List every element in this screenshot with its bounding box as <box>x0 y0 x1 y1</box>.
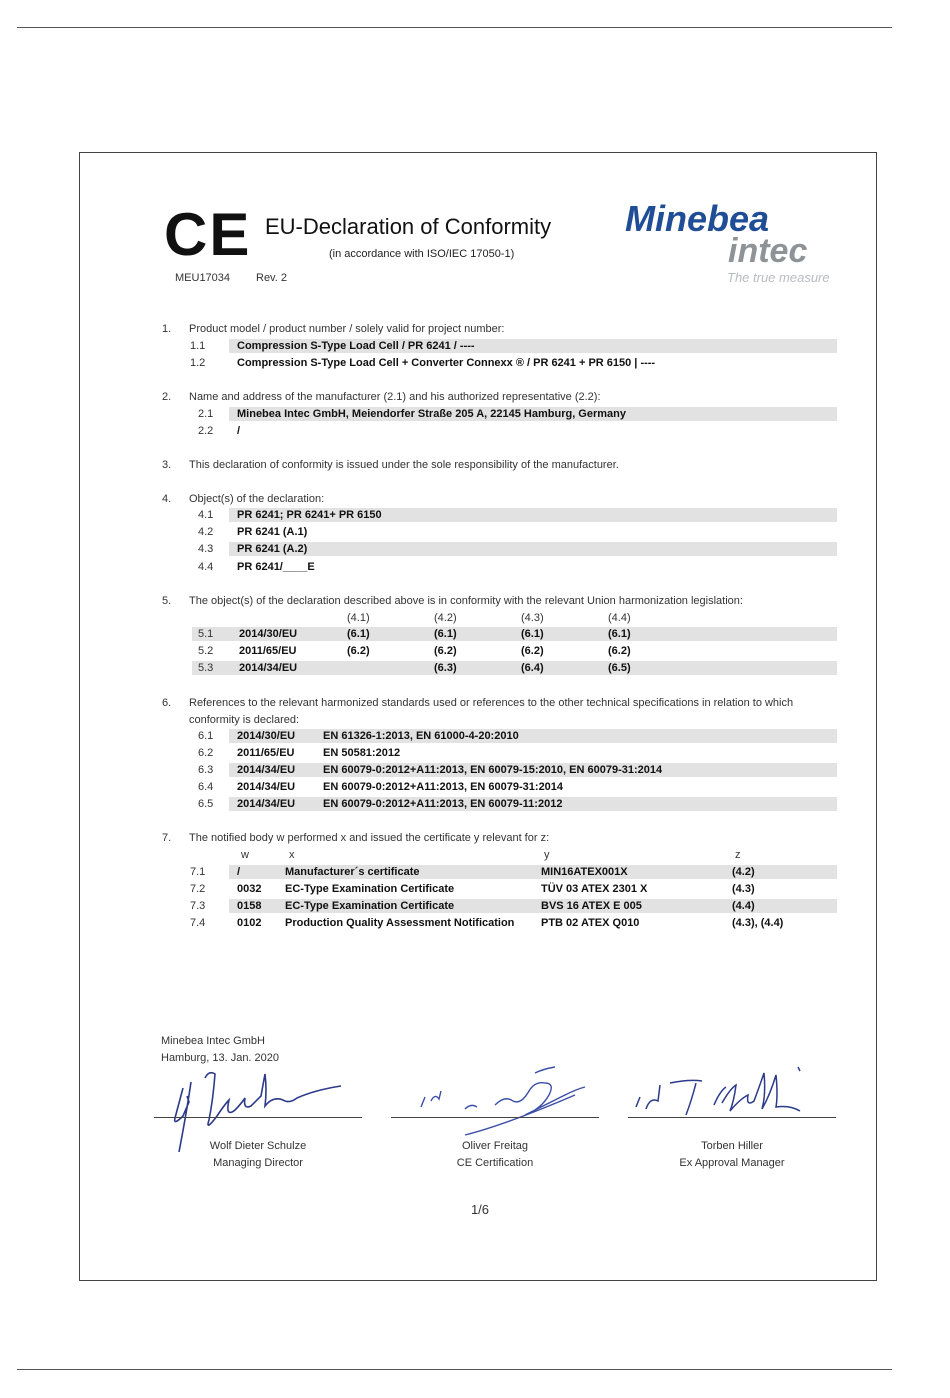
item-number: 1.1 <box>190 340 206 352</box>
row-shade <box>229 542 837 556</box>
certificate: MIN16ATEX001X <box>541 866 628 878</box>
section-5-text: The object(s) of the declaration described above is in conformity with the relevant Union harmonization legislation: <box>189 595 743 607</box>
column-header-z: z <box>735 849 741 861</box>
section-5-number: 5. <box>162 595 172 607</box>
item-number: 4.2 <box>198 526 214 538</box>
object-4-2: PR 6241 (A.1) <box>237 526 308 538</box>
signatory-name: Torben Hiller <box>701 1140 763 1152</box>
signatory-role: Managing Director <box>213 1157 303 1169</box>
signature-freitag <box>405 1065 605 1145</box>
document-title: EU-Declaration of Conformity <box>265 214 552 239</box>
top-rule <box>17 27 892 28</box>
column-header-x: x <box>289 849 295 861</box>
notified-body: / <box>237 866 241 878</box>
section-2-number: 2. <box>162 391 172 403</box>
column-header: (4.4) <box>608 612 631 624</box>
cell: (6.2) <box>347 645 370 657</box>
row-number: 7.3 <box>190 900 206 912</box>
signature-line <box>391 1117 599 1118</box>
cell: (6.3) <box>434 662 457 674</box>
cell: (6.4) <box>521 662 544 674</box>
signature-hiller <box>630 1065 820 1125</box>
row-number: 7.1 <box>190 866 206 878</box>
row-number: 6.4 <box>198 781 214 793</box>
signatory-role: CE Certification <box>456 1157 534 1169</box>
minebea-logo: Minebea <box>625 198 770 239</box>
object-4-4: PR 6241/____E <box>237 561 315 573</box>
section-3-number: 3. <box>162 459 172 471</box>
page-number: 1/6 <box>470 1202 490 1217</box>
cell: (6.1) <box>434 628 457 640</box>
object-4-3: PR 6241 (A.2) <box>237 543 308 555</box>
section-6-text-cont: conformity is declared: <box>189 714 300 726</box>
row-number: 5.1 <box>198 628 214 640</box>
item-number: 2.2 <box>198 425 214 437</box>
item-number: 1.2 <box>190 357 206 369</box>
row-number: 6.3 <box>198 764 214 776</box>
column-header-y: y <box>544 849 550 861</box>
signature-line <box>154 1117 362 1118</box>
section-3-text: This declaration of conformity is issued under the sole responsibility of the manufacturer. <box>189 459 619 471</box>
signatory-name: Wolf Dieter Schulze <box>209 1140 307 1152</box>
section-4-number: 4. <box>162 493 172 505</box>
signatory-role: Ex Approval Manager <box>679 1157 785 1169</box>
ce-mark: CE <box>164 201 252 268</box>
standards: EN 60079-0:2012+A11:2013, EN 60079-15:2010, EN 60079-31:2014 <box>323 764 663 776</box>
item-number: 2.1 <box>198 408 214 420</box>
directive: 2014/34/EU <box>237 781 296 793</box>
column-header: (4.2) <box>434 612 457 624</box>
bottom-rule <box>17 1369 892 1370</box>
procedure: Manufacturer´s certificate <box>285 866 420 878</box>
signature-line <box>628 1117 836 1118</box>
cell: (6.5) <box>608 662 631 674</box>
notified-body: 0032 <box>237 883 262 895</box>
procedure: Production Quality Assessment Notification <box>285 917 515 929</box>
signatory-name: Oliver Freitag <box>461 1140 529 1152</box>
cell: (6.1) <box>347 628 370 640</box>
company-name: Minebea Intec GmbH <box>161 1035 265 1047</box>
row-number: 6.2 <box>198 747 214 759</box>
row-number: 6.5 <box>198 798 214 810</box>
cell: (6.2) <box>521 645 544 657</box>
document-id: MEU17034 <box>175 272 231 284</box>
procedure: EC-Type Examination Certificate <box>285 883 455 895</box>
section-6-text: References to the relevant harmonized standards used or references to the other technical specifications in relation to which <box>189 697 794 709</box>
section-2-text: Name and address of the manufacturer (2.1) and his authorized representative (2.2): <box>189 391 601 403</box>
directive: 2011/65/EU <box>239 645 297 657</box>
cell: (6.2) <box>434 645 457 657</box>
certificate: PTB 02 ATEX Q010 <box>541 917 640 929</box>
intec-logo: intec <box>728 232 808 270</box>
cell: (6.1) <box>521 628 544 640</box>
logo-tagline: The true measure <box>727 270 830 285</box>
object-4-1: PR 6241; PR 6241+ PR 6150 <box>237 509 382 521</box>
directive: 2014/34/EU <box>237 764 296 776</box>
section-6-number: 6. <box>162 697 172 709</box>
item-number: 4.1 <box>198 509 214 521</box>
revision: Rev. 2 <box>256 272 287 284</box>
column-header: (4.1) <box>347 612 370 624</box>
standards: EN 60079-0:2012+A11:2013, EN 60079-11:2012 <box>323 798 563 810</box>
authorized-representative: / <box>237 425 241 437</box>
certificate: BVS 16 ATEX E 005 <box>541 900 642 912</box>
relevant-for: (4.2) <box>732 866 755 878</box>
section-7-text: The notified body w performed x and issued the certificate y relevant for z: <box>189 832 550 844</box>
item-number: 4.4 <box>198 561 214 573</box>
standards: EN 60079-0:2012+A11:2013, EN 60079-31:2014 <box>323 781 564 793</box>
section-7-number: 7. <box>162 832 172 844</box>
document-subtitle: (in accordance with ISO/IEC 17050-1) <box>329 248 515 260</box>
row-shade <box>229 729 837 743</box>
row-number: 6.1 <box>198 730 214 742</box>
standards: EN 61326-1:2013, EN 61000-4-20:2010 <box>323 730 519 742</box>
cell: (6.2) <box>608 645 631 657</box>
row-number: 5.3 <box>198 662 214 674</box>
procedure: EC-Type Examination Certificate <box>285 900 455 912</box>
standards: EN 50581:2012 <box>323 747 401 759</box>
notified-body: 0102 <box>237 917 262 929</box>
relevant-for: (4.3), (4.4) <box>732 917 784 929</box>
certificate: TÜV 03 ATEX 2301 X <box>541 883 648 895</box>
directive: 2014/30/EU <box>239 628 298 640</box>
directive: 2011/65/EU <box>237 747 295 759</box>
item-1-2: Compression S-Type Load Cell + Converter Connexx ® / PR 6241 + PR 6150 | ---- <box>237 357 656 369</box>
directive: 2014/34/EU <box>239 662 298 674</box>
directive: 2014/34/EU <box>237 798 296 810</box>
section-1-number: 1. <box>162 323 172 335</box>
section-1-text: Product model / product number / solely valid for project number: <box>189 323 505 335</box>
relevant-for: (4.4) <box>732 900 755 912</box>
notified-body: 0158 <box>237 900 262 912</box>
relevant-for: (4.3) <box>732 883 755 895</box>
item-number: 4.3 <box>198 543 214 555</box>
cell: (6.1) <box>608 628 631 640</box>
place-date: Hamburg, 13. Jan. 2020 <box>161 1052 280 1064</box>
manufacturer-address: Minebea Intec GmbH, Meiendorfer Straße 205 A, 22145 Hamburg, Germany <box>237 408 626 420</box>
row-number: 7.2 <box>190 883 206 895</box>
row-number: 7.4 <box>190 917 206 929</box>
directive: 2014/30/EU <box>237 730 296 742</box>
section-4-text: Object(s) of the declaration: <box>189 493 325 505</box>
column-header: (4.3) <box>521 612 544 624</box>
item-1-1: Compression S-Type Load Cell / PR 6241 / ---- <box>237 340 475 352</box>
column-header-w: w <box>241 849 249 861</box>
row-number: 5.2 <box>198 645 214 657</box>
